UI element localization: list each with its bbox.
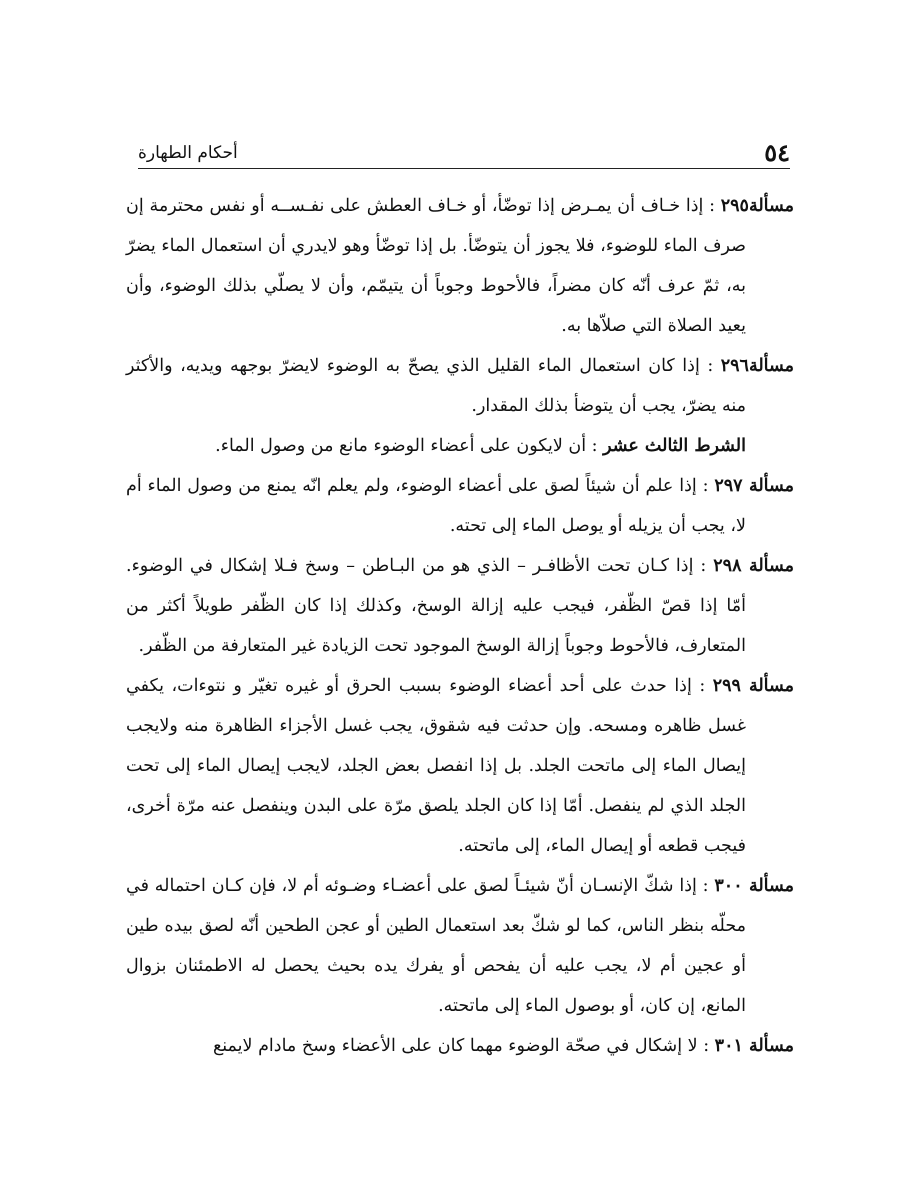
issue-paragraph — [126, 186, 794, 346]
condition-title: الشرط الثالث عشر — [603, 436, 746, 456]
issue-paragraph — [126, 466, 794, 546]
issue-separator: : — [691, 676, 713, 696]
issue-label: مسألة ٢٩٩ — [712, 676, 794, 696]
issue-paragraph — [126, 1026, 794, 1066]
issue-separator: : — [699, 356, 721, 376]
issue-text: إذا كان استعمال الماء القليل الذي يصحّ به الوضوء لايضرّ بوجهه ويديه، والأكثر منه يضرّ، يجب أن يتوضأ بذلك المقدار. — [126, 356, 746, 416]
issue-label: مسألة ٢٩٨ — [713, 556, 794, 576]
page-body — [126, 186, 794, 1066]
running-title: أحكام الطهارة — [138, 143, 238, 163]
condition-separator: : — [586, 436, 604, 456]
issue-separator: : — [693, 556, 714, 576]
issue-text: إذا خـاف أن يمـرض إذا توضّأ، أو خـاف العطش على نفـســه أو نفس محترمة إن صرف الماء للوضوء، فلا يجوز أن يتوضّأ. بل إذا توضّأ وهو لايدري أن استعمال الماء يضرّ به، ثمّ عرف أنّه كان مضراً، فالأحوط وجوباً أن يتيمّم، وأن لا يصلّي بذلك الوضوء، وأن يعيد الصلاة التي صلاّها به. — [126, 196, 746, 336]
header-divider — [138, 168, 790, 169]
page-number: ٥٤ — [764, 138, 790, 167]
condition-text: أن لايكون على أعضاء الوضوء مانع من وصول الماء. — [215, 436, 587, 456]
issue-text: إذا شكّ الإنسـان أنّ شيئـاً لصق على أعضـاء وضـوئه أم لا، فإن كـان احتماله في محلّه بنظر الناس، كما لو شكّ بعد استعمال الطين أو عجن الطحين أنّه لصق بيده طين أو عجين أم لا، يجب عليه أن يفحص أو يفرك يده بحيث يحصل له الاطمئنان بزوال المانع، إن كان، أو بوصول الماء إلى ماتحته. — [126, 876, 746, 1016]
issue-separator: : — [697, 1036, 715, 1056]
issue-separator: : — [696, 476, 715, 496]
issue-text: إذا علم أن شيئاً لصق على أعضاء الوضوء، ولم يعلم انّه يمنع من وصول الماء أم لا، يجب أن يزيله أو يوصل الماء إلى تحته. — [126, 476, 746, 536]
issue-label: مسألة ٢٩٧ — [714, 476, 794, 496]
condition-paragraph — [126, 426, 794, 466]
issue-paragraph — [126, 666, 794, 866]
issue-label: مسألة ٣٠٠ — [714, 876, 794, 896]
page-header — [138, 138, 790, 168]
issue-text: إذا كـان تحت الأظافـر – الذي هو من البـاطن – وسخ فـلا إشكال في الوضوء. أمّا إذا قصّ الظّفر، فيجب عليه إزالة الوسخ، وكذلك إذا كان الظّفر طويلاً أكثر من المتعارف، فالأحوط وجوباً إزالة الوسخ الموجود تحت الزيادة غير المتعارفة من الظّفر. — [126, 556, 746, 656]
issue-text: إذا حدث على أحد أعضاء الوضوء بسبب الحرق أو غيره تغيّر و نتوءات، يكفي غسل ظاهره ومسحه. وإن حدثت فيه شقوق، يجب غسل الأجزاء الظاهرة منه ولايجب إيصال الماء إلى ماتحت الجلد. بل إذا انفصل بعض الجلد، لايجب إيصال الماء إلى تحت الجلد الذي لم ينفصل. أمّا إذا كان الجلد يلصق مرّة على البدن وينفصل عنه مرّة أخرى، فيجب قطعه أو إيصال الماء، إلى ماتحته. — [126, 676, 746, 856]
issue-paragraph — [126, 346, 794, 426]
issue-separator: : — [696, 876, 715, 896]
issue-label: مسألة٢٩٥ — [720, 196, 794, 216]
issue-separator: : — [703, 196, 721, 216]
issue-label: مسألة٢٩٦ — [720, 356, 794, 376]
issue-paragraph — [126, 546, 794, 666]
issue-label: مسألة ٣٠١ — [714, 1036, 794, 1056]
issue-paragraph — [126, 866, 794, 1026]
issue-text: لا إشكال في صحّة الوضوء مهما كان على الأعضاء وسخ مادام لايمنع — [212, 1036, 698, 1056]
